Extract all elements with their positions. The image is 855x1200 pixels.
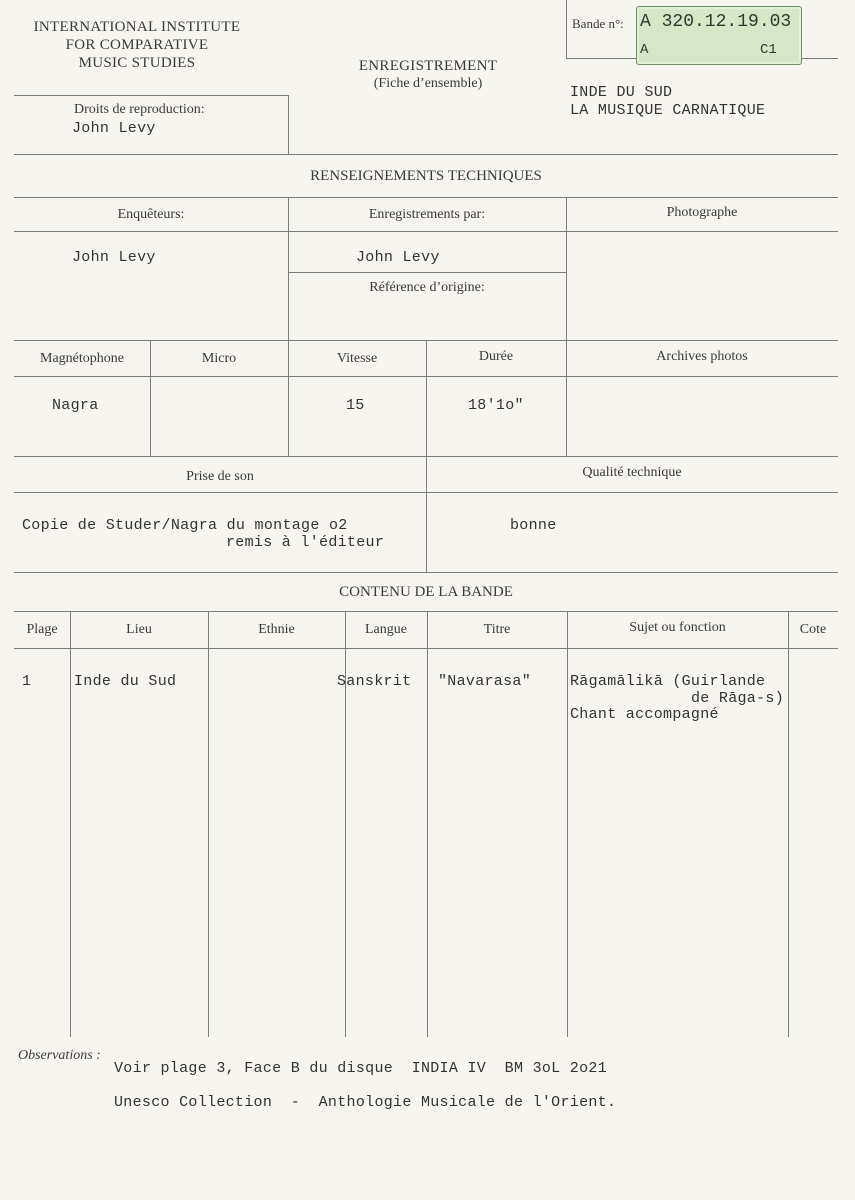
contents-divider-4	[427, 611, 428, 1037]
column-header-langue: Langue	[365, 622, 407, 637]
observations-label: Observations :	[18, 1048, 101, 1063]
row-1-lieu: Inde du Sud	[74, 673, 177, 690]
qualite-technique-value: bonne	[510, 517, 557, 534]
column-header-cote: Cote	[799, 622, 827, 637]
reference-label: Référence d’origine:	[369, 280, 485, 295]
contents-top-rule	[14, 572, 838, 573]
contents-title-rule	[14, 611, 838, 612]
row-1-titre: "Navarasa"	[438, 673, 532, 690]
rights-box-right-border	[288, 95, 289, 154]
duree-label: Durée	[478, 349, 514, 364]
bande-number-line-1: A 320.12.19.03	[640, 12, 792, 32]
technical-divider-2	[566, 197, 567, 340]
row-1-plage: 1	[22, 673, 32, 690]
archives-photos-label: Archives photos	[656, 349, 748, 364]
row-1-sujet-line-2: de Rāga-s)	[691, 690, 785, 707]
contents-section-title: CONTENU DE LA BANDE	[339, 584, 513, 600]
prise-de-son-label: Prise de son	[186, 469, 254, 484]
institute-line-1: INTERNATIONAL INSTITUTE	[33, 19, 241, 35]
institute-line-3: MUSIC STUDIES	[78, 55, 196, 71]
rights-label: Droits de reproduction:	[74, 102, 205, 117]
qualite-technique-label: Qualité technique	[582, 465, 682, 480]
enqueteurs-label: Enquêteurs:	[117, 207, 185, 222]
enregistrements-value: John Levy	[356, 249, 440, 266]
rights-value: John Levy	[72, 120, 156, 137]
bande-box-left-border	[566, 0, 567, 58]
equipment-divider-3	[426, 340, 427, 456]
bande-label: Bande n°:	[572, 16, 624, 31]
prise-de-son-line-1: Copie de Studer/Nagra du montage o2	[22, 517, 348, 534]
equipment-divider-1	[150, 340, 151, 456]
vitesse-value: 15	[346, 397, 365, 414]
prise-de-son-line-2: remis à l'éditeur	[226, 534, 385, 551]
micro-label: Micro	[201, 351, 237, 366]
institute-name	[14, 18, 260, 72]
contents-divider-1	[70, 611, 71, 1037]
observations-line-1: Voir plage 3, Face B du disque INDIA IV BM 3oL 2o21	[114, 1060, 607, 1077]
bande-number-line-2-right: C1	[760, 42, 777, 58]
form-title: ENREGISTREMENT	[358, 58, 498, 74]
bande-number-line-2-left: A	[640, 42, 649, 58]
form-subtitle: (Fiche d’ensemble)	[373, 76, 483, 91]
column-header-ethnie: Ethnie	[258, 622, 295, 637]
technical-header-rule	[14, 231, 838, 232]
vitesse-label: Vitesse	[336, 351, 378, 366]
equipment-divider-2	[288, 340, 289, 456]
photographe-label: Photographe	[666, 205, 738, 220]
row-1-sujet-line-3: Chant accompagné	[570, 706, 719, 723]
contents-header-rule	[14, 648, 838, 649]
magnetophone-value: Nagra	[52, 397, 99, 414]
header-bottom-rule	[14, 154, 838, 155]
subject-line-1: INDE DU SUD	[570, 84, 673, 101]
technical-title-rule	[14, 197, 838, 198]
magnetophone-label: Magnétophone	[40, 351, 124, 366]
contents-divider-2	[208, 611, 209, 1037]
enqueteurs-value: John Levy	[72, 249, 156, 266]
technical-divider-1	[288, 197, 289, 340]
reference-rule	[288, 272, 566, 273]
contents-divider-6	[788, 611, 789, 1037]
observations-line-2: Unesco Collection - Anthologie Musicale de l'Orient.	[114, 1094, 617, 1111]
technical-section-title: RENSEIGNEMENTS TECHNIQUES	[310, 168, 542, 184]
institute-line-2: FOR COMPARATIVE	[65, 37, 209, 53]
row-1-langue: Sanskrit	[337, 673, 412, 690]
contents-divider-5	[567, 611, 568, 1037]
column-header-titre: Titre	[483, 622, 511, 637]
column-header-plage: Plage	[26, 622, 58, 637]
enregistrements-label: Enregistrements par:	[368, 207, 486, 222]
duree-value: 18'1o"	[468, 397, 524, 414]
rights-box-top-border	[14, 95, 288, 96]
prise-divider	[426, 456, 427, 572]
column-header-lieu: Lieu	[126, 622, 152, 637]
equipment-divider-4	[566, 340, 567, 456]
row-1-sujet-line-1: Rāgamālikā (Guirlande	[570, 673, 766, 690]
column-header-sujet: Sujet ou fonction	[629, 620, 726, 635]
subject-line-2: LA MUSIQUE CARNATIQUE	[570, 102, 766, 119]
